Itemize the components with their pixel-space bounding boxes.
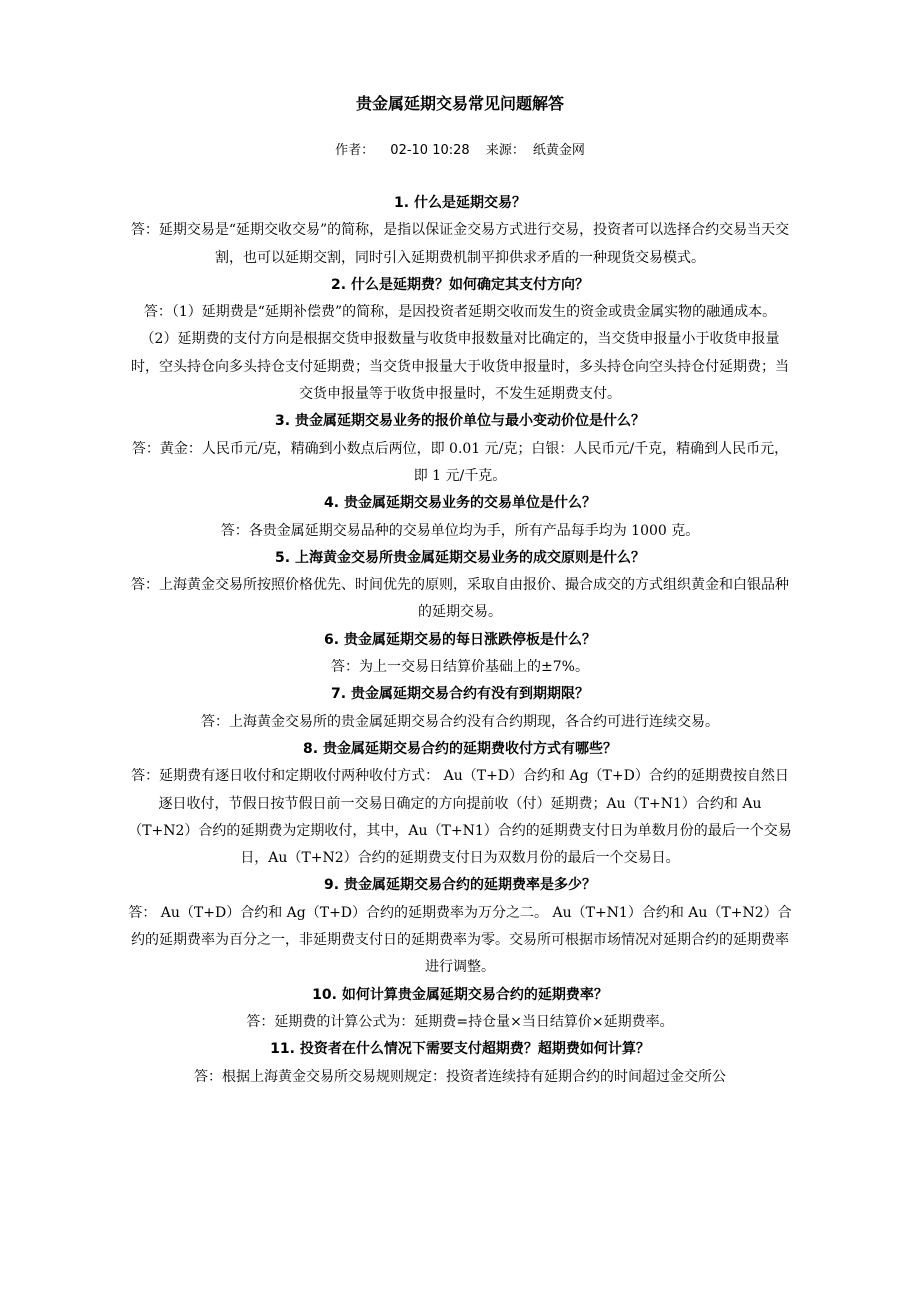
faq-item	[128, 190, 792, 272]
faq-answer: 答：延期交易是“延期交收交易”的简称，是指以保证金交易方式进行交易，投资者可以选择合约交易当天交割，也可以延期交割，同时引入延期费机制平抑供求矛盾的一种现货交易模式。	[130, 222, 790, 266]
faq-question: 1. 什么是延期交易？	[394, 195, 526, 211]
document-title: 贵金属延期交易常见问题解答	[355, 94, 564, 113]
faq-answer: 答：（1）延期费是“延期补偿费”的简称，是因投资者延期交收而发生的资金或贵金属实物的融通成本。	[143, 304, 777, 321]
faq-question: 2. 什么是延期费？如何确定其支付方向？	[331, 276, 589, 293]
faq-item	[128, 736, 792, 872]
author-label: 作者：	[335, 143, 375, 158]
faq-item	[128, 681, 792, 736]
faq-question: 5. 上海黄金交易所贵金属延期交易业务的成交原则是什么？	[275, 549, 645, 566]
faq-question: 7. 贵金属延期交易合约有没有到期期限？	[331, 686, 589, 703]
faq-item	[128, 408, 792, 490]
faq-answer: 答：上海黄金交易所按照价格优先、时间优先的原则，采取自由报价、撮合成交的方式组织黄金和白银品种的延期交易。	[131, 577, 789, 621]
faq-question: 11. 投资者在什么情况下需要支付超期费？超期费如何计算？	[270, 1041, 650, 1058]
source-label: 来源：	[485, 143, 525, 158]
faq-item	[128, 627, 792, 682]
faq-answer: 答：黄金：人民币元/克，精确到小数点后两位，即 0.01 元/克；白银：人民币元/千克，精确到人民币元，即 1 元/千克。	[131, 440, 789, 484]
faq-item	[128, 272, 792, 408]
faq-question: 10. 如何计算贵金属延期交易合约的延期费率？	[312, 986, 608, 1003]
faq-item	[128, 982, 792, 1037]
publish-datetime: 02-10 10:28	[390, 143, 470, 158]
faq-question: 9. 贵金属延期交易合约的延期费率是多少？	[324, 877, 596, 894]
article-meta	[0, 140, 920, 162]
faq-answer: 答：延期费有逐日收付和定期收付两种收付方式： Au（T+D）合约和 Ag（T+D）合约的延期费按自然日逐日收付，节假日按节假日前一交易日确定的方向提前收（付）延期费；Au（T+N1）合约和 Au（T+N2）合约的延期费为定期收付，其中，Au（T+N1）合约的延期费支付日为单数月份的最后一个交易日，Au（T+N2）合约的延期费支付日为双数月份的最后一个交易日。	[128, 768, 792, 867]
faq-answer: 答：为上一交易日结算价基础上的±7%。	[331, 659, 589, 676]
faq-item	[128, 1036, 792, 1091]
faq-question: 6. 贵金属延期交易的每日涨跌停板是什么？	[324, 631, 596, 648]
source-name: 纸黄金网	[532, 143, 585, 158]
faq-list	[128, 190, 792, 1091]
faq-item	[128, 490, 792, 545]
faq-answer: 答：延期费的计算公式为：延期费=持仓量×当日结算价×延期费率。	[246, 1013, 674, 1030]
faq-answer: （2）延期费的支付方向是根据交货申报数量与收货申报数量对比确定的，当交货申报量小于收货申报量时，空头持仓向多头持仓支付延期费；当交货申报量大于收货申报量时，多头持仓向空头持仓付延期费；当交货申报量等于收货申报量时，不发生延期费支付。	[131, 331, 789, 403]
faq-answer: 答：上海黄金交易所的贵金属延期交易合约没有合约期现，各合约可进行连续交易。	[201, 713, 719, 730]
faq-question: 4. 贵金属延期交易业务的交易单位是什么？	[324, 495, 596, 512]
faq-answer: 答：各贵金属延期交易品种的交易单位均为手，所有产品每手均为 1000 克。	[220, 522, 700, 539]
faq-question: 8. 贵金属延期交易合约的延期费收付方式有哪些？	[303, 740, 617, 757]
faq-question: 3. 贵金属延期交易业务的报价单位与最小变动价位是什么？	[275, 413, 645, 430]
faq-item	[128, 545, 792, 627]
faq-answer: 答：根据上海黄金交易所交易规则规定：投资者连续持有延期合约的时间超过金交所公	[194, 1068, 726, 1085]
faq-item	[128, 872, 792, 981]
faq-answer: 答： Au（T+D）合约和 Ag（T+D）合约的延期费率为万分之二。 Au（T+N1）合约和 Au（T+N2）合约的延期费率为百分之一，非延期费支付日的延期费率为零。交易所可根据市场情况对延期合约的延期费率进行调整。	[128, 904, 792, 976]
